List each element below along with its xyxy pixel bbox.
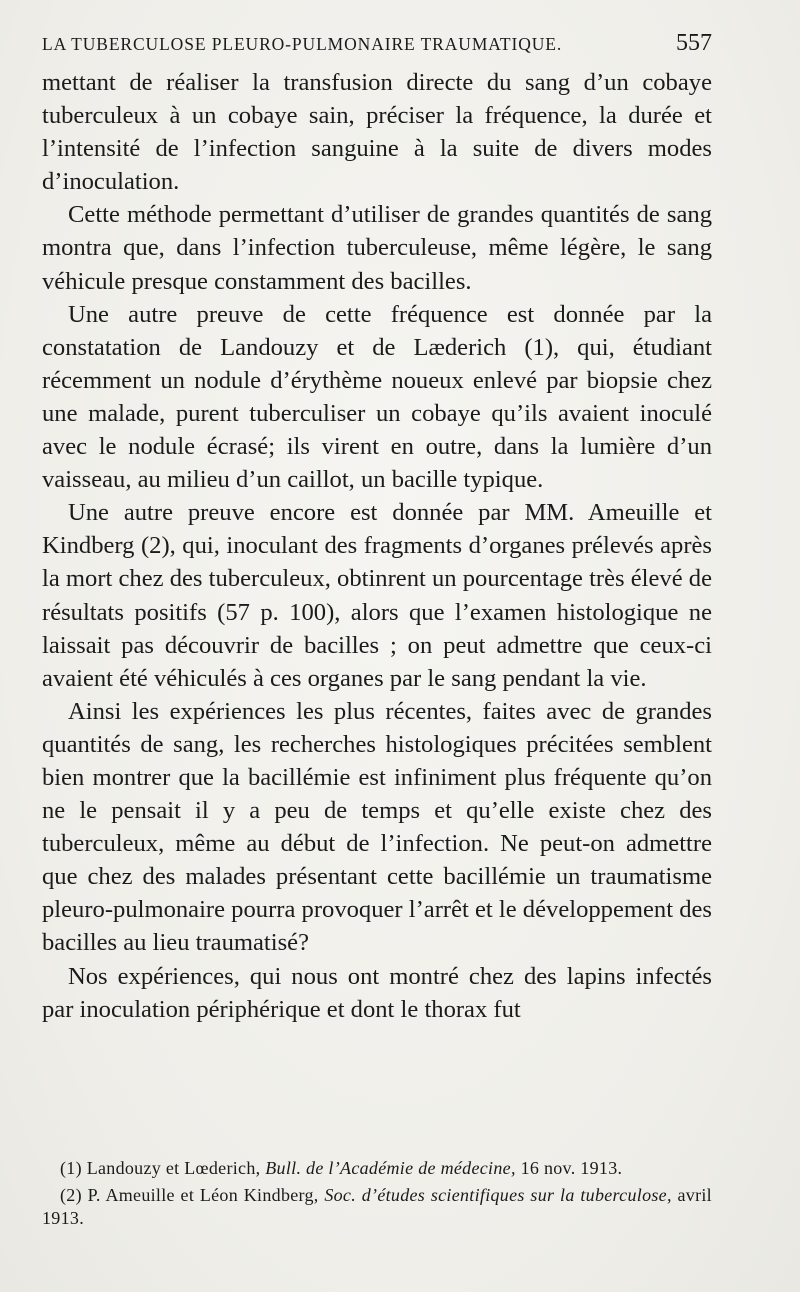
paragraph: Une autre preuve de cette fréquence est donnée par la constatation de Landouzy et de Læderich (1), qui, étudiant récemment un nodule d’érythème noueux enlevé par biopsie chez une malade, purent tuberculiser un cobaye qu’ils avaient inoculé avec le nodule écrasé; ils virent en outre, dans la lumière d’un vaisseau, au milieu d’un caillot, un bacille typique. [42, 300, 712, 494]
paragraph-continuation: mettant de réaliser la transfusion directe du sang d’un cobaye tuberculeux à un cobaye sain, préciser la fréquence, la durée et l’intensité de l’infection sanguine à la suite de divers modes d’inoculation. [42, 69, 712, 196]
footnote-date: avril 1913. [42, 1184, 712, 1228]
footnote-source: Bull. de l’Académie de médecine, [265, 1158, 516, 1178]
paragraph: Cette méthode permettant d’utiliser de grandes quantités de sang montra que, dans l’infection tuberculeuse, même légère, le sang véhicule presque constamment des bacilles. [42, 201, 712, 295]
footnote-date: 16 nov. 1913. [520, 1158, 623, 1178]
footnote-authors: P. Ameuille et Léon Kindberg, [87, 1184, 319, 1205]
running-head [42, 30, 712, 62]
paragraph: Une autre preuve encore est donnée par MM. Ameuille et Kindberg (2), qui, inoculant des fragments d’organes prélevés après la mort chez des tuberculeux, obtinrent un pourcentage très élevé de résultats positifs (57 p. 100), alors que l’examen histologique ne laissait pas découvrir de bacilles ; on peut admettre que ceux-ci avaient été véhiculés à ces organes par le sang pendant la vie. [42, 499, 712, 692]
paragraph: Nos expériences, qui nous ont montré chez des lapins infectés par inoculation périphérique et dont le thorax fut [42, 962, 712, 1023]
footnote-2 [42, 1184, 712, 1231]
footnote-1 [42, 1157, 712, 1181]
paragraph: Ainsi les expériences les plus récentes, faites avec de grandes quantités de sang, les recherches histologiques précitées semblent bien montrer que la bacillémie est infiniment plus fréquente qu’on ne le pensait il y a peu de temps et qu’elle existe chez des tuberculeux, même au début de l’infection. Ne peut-on admettre que chez des malades présentant cette bacillémie un traumatisme pleuro-pulmonaire pourra provoquer l’arrêt et le développement des bacilles au lieu traumatisé? [42, 697, 712, 957]
footnote-authors: Landouzy et Lœderich, [86, 1158, 261, 1178]
footnote-marker: (2) [60, 1184, 82, 1205]
footnote-marker: (1) [60, 1158, 82, 1178]
body-text [42, 66, 712, 1026]
footnotes [42, 1157, 712, 1234]
footnote-source: Soc. d’études scientifiques sur la tuberculose, [324, 1184, 672, 1205]
page-number: 557 [676, 30, 712, 56]
running-head-title: LA TUBERCULOSE PLEURO-PULMONAIRE TRAUMATIQUE. [42, 34, 563, 54]
